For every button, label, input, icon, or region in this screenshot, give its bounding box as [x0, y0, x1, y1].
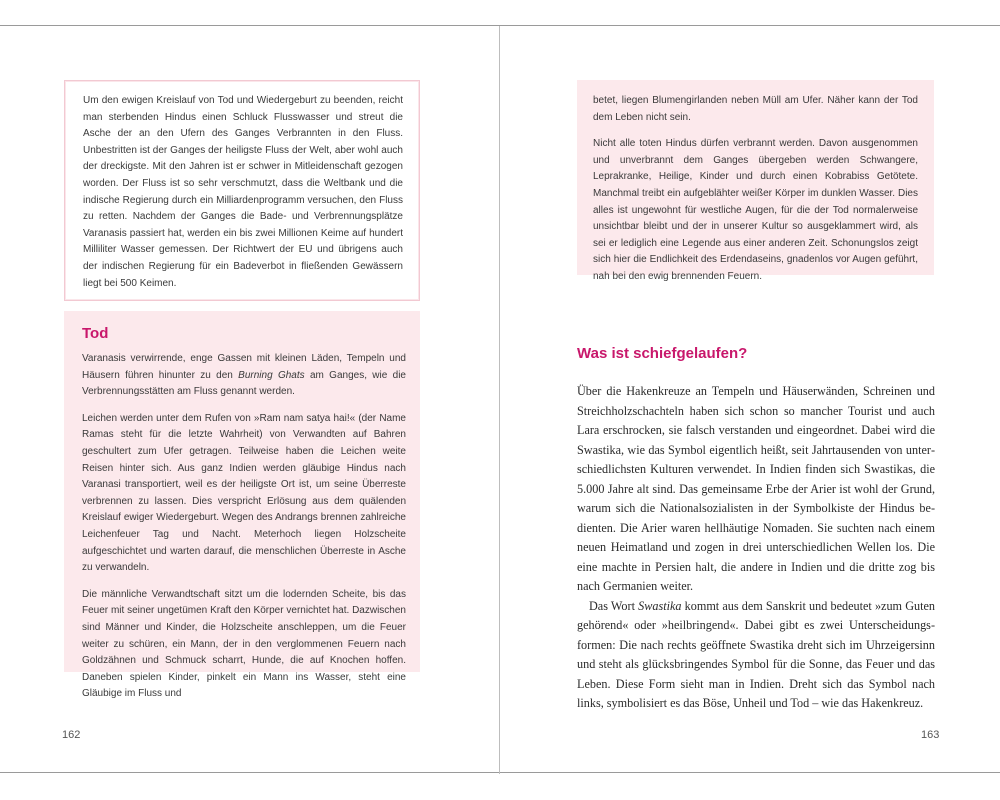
- tod-p1-text-a: Varanasis verwirrende, enge Gassen mit kleinen Läden, Tempeln und Häusern führen hinunter zu den: [82, 353, 406, 381]
- info-box-ganges: [64, 80, 420, 301]
- info-box-tod: [64, 311, 420, 700]
- page-number-right: 163: [921, 729, 940, 741]
- cont-paragraph-1: betet, liegen Blumengirlanden neben Müll am Ufer. Näher kann der Tod dem Leben nicht sein.: [593, 95, 918, 123]
- tod-paragraph-1: [82, 351, 406, 401]
- tod-p1-text-b: am Ganges, wie die Verbrennungsstätten am Fluss genannt werden.: [82, 369, 406, 398]
- body-paragraph-2: [577, 597, 935, 714]
- body-paragraph-1: Über die Hakenkreuze an Tempeln und Häuserwänden, Schreinen und Streichholzschachteln haben sich schon so mancher Tourist und auch Lara erschrocken, sie falsch verstanden und eingeordnet. Dabei wird die Swastika, wie das Symbol eigentlich heißt, seit Jahrtausenden von unterschiedlichsten Kulturen verwendet. In Indien finden sich Swastikas, die 5.000 Jahre alt sind. Das gemeinsame Erbe der Arier ist wohl der Grund, warum sich die Nationalsozialisten in der Symbolkiste der Hindus bedienten. Die Arier waren hellhäutige Nomaden. Sie suchten nach einem neuen Heimatland und zogen in drei unterschiedlichen Wellen los. Die eine machte in Persien halt, die andere in Indien und die dritte zog bis nach Germanien weiter.: [577, 384, 935, 593]
- body-p2-text-b: kommt aus dem Sanskrit und bedeutet »zum Guten gehörend« oder »heilbringend«. Dabei gibt es zwei Unterscheidungsformen: Die nach rechts geöffnete Swastika dreht sich im Uhrzeigersinn und steht als glücksbringendes Symbol für die Sonne, das Feuer und das Leben. Diese Form sieht man in Indien. Dreht sich das Symbol nach links, symbolisiert es das Böse, Unheil und Tod – wie das Hakenkreuz.: [577, 598, 935, 710]
- left-page: [0, 26, 500, 774]
- ganges-paragraph: Um den ewigen Kreislauf von Tod und Wiedergeburt zu beenden, reicht man sterbenden Hindus einen Schluck Flusswasser und streut die Asche der an den Ufern des Ganges Verbrannten in den Fluss. Unbestritten ist der Ganges der heiligste Fluss der Welt, aber wohl auch der dreckigste. Mit den Jahren ist er schwer in Mitleidenschaft gezogen worden. Der Fluss ist so sehr verschmutzt, dass die Weltbank und die indische Regierung durch ein Milliardenprogramm versuchen, den Fluss zu retten. Nachdem der Ganges die Bade- und Verbrennungsplätze Varanasis passiert hat, werden ein bis zwei Millionen Keime auf hundert Milliliter Wasser gemessen. Der Richtwert der EU und übrigens auch der indischen Regierung für ein Badeverbot in fließenden Gewässern liegt bei 500 Keimen.: [83, 95, 403, 289]
- page-number-left: 162: [62, 729, 81, 741]
- box-title-tod: Tod: [82, 325, 109, 342]
- info-box-continued: [577, 80, 934, 282]
- body-p2-italic: Swastika: [638, 598, 682, 613]
- right-page: [500, 26, 1000, 774]
- tod-p1-italic: Burning Ghats: [238, 369, 305, 381]
- cont-paragraph-2: Nicht alle toten Hindus dürfen verbrannt werden. Davon ausgenommen und unverbrannt dem Ganges übergeben werden Schwangere, Leprakranke, Heilige, Kinder und durch einen Kobrabiss Getötete. Manchmal treibt ein aufgeblähter weißer Körper im dunklen Wasser. Dies alles ist ungewohnt für westliche Augen, für die der Tod normalerweise unsichtbar bleibt und der in unserer Kultur so ausgeklammert wird, als sei er lediglich eine Legende aus einer anderen Zeit. Schonungslos zeigt sich hier die Endlichkeit des Erdendaseins, gnadenlos vor Augen geführt, nah bei den ewig brennenden Feuern.: [593, 138, 918, 282]
- tod-paragraph-3: Die männliche Verwandtschaft sitzt um die lodernden Scheite, bis das Feuer mit seiner ungetümen Kraft den Körper vernichtet hat. Dazwischen sind Männer und Kinder, die Holzscheite anschleppen, um die Feuer weiter zu schüren, ein Mann, der in den verglommenen Feuern nach Goldzähnen und Schmuck scharrt, Hunde, die auf Knochen hoffen. Daneben spielen Kinder, pinkelt ein Mann ins Wasser, steht eine Gläubige im Fluss und: [82, 588, 406, 700]
- book-spread: [0, 25, 1000, 773]
- section-heading: Was ist schiefgelaufen?: [577, 345, 748, 362]
- body-p2-text-a: Das Wort: [589, 598, 639, 613]
- tod-paragraph-2: Leichen werden unter dem Rufen von »Ram nam satya hai!« (der Name Ramas steht für die letzte Wahrheit) von Verwandten auf Bahren geschultert zum Ufer getragen. Teilweise haben die Leichen weite Reisen hinter sich. Aus ganz Indien werden gläubige Hindus nach Varanasi transportiert, weil es der heiligste Ort ist, um seine Überreste verbrennen zu lassen. Dies verspricht Erlösung aus dem quälenden Kreislauf ewiger Wiedergeburt. Wegen des Andrangs brennen zahlreiche Leichenfeuer Tag und Nacht. Meterhoch liegen Holzscheite aufgeschichtet und warten darauf, die menschlichen Überreste in Asche zu verwandeln.: [82, 412, 406, 574]
- body-text: [577, 382, 935, 714]
